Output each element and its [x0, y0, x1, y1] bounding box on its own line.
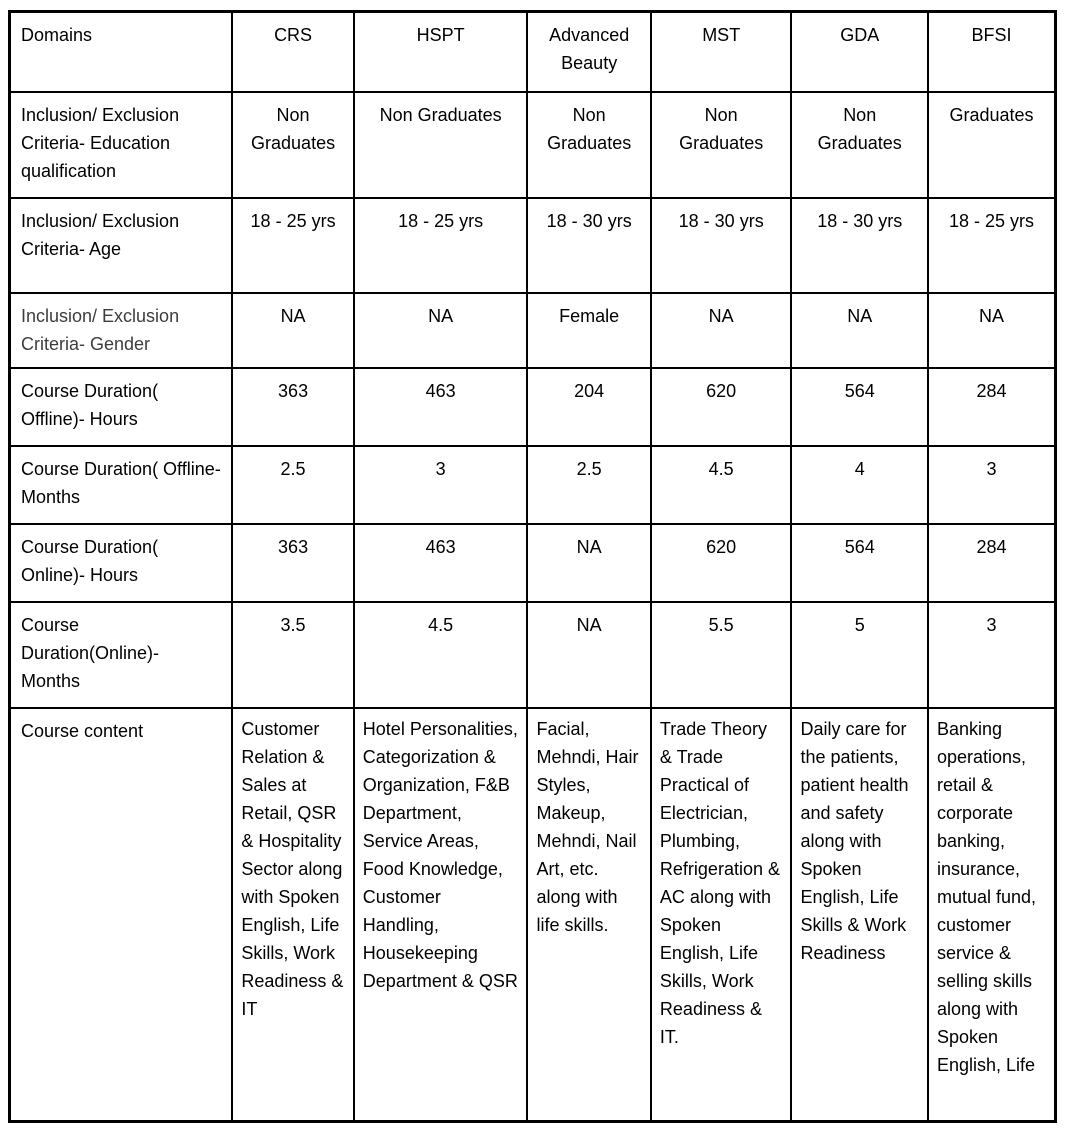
row-label: Inclusion/ Exclusion Criteria- Education qualification	[10, 92, 233, 198]
table-cell: 564	[791, 368, 928, 446]
header-row	[10, 12, 1056, 92]
table-body	[10, 92, 1056, 1122]
table-cell: 463	[354, 368, 528, 446]
row-label: Inclusion/ Exclusion Criteria- Gender	[10, 293, 233, 368]
table-cell: 18 - 30 yrs	[651, 198, 792, 293]
table-row	[10, 602, 1056, 708]
table-cell: 3	[354, 446, 528, 524]
table-row	[10, 524, 1056, 602]
table-row	[10, 293, 1056, 368]
table-cell: 5	[791, 602, 928, 708]
table-cell: Customer Relation & Sales at Retail, QSR & Hospitality Sector along with Spoken English, Life Skills, Work Readiness & IT	[232, 708, 353, 1122]
table-cell: 18 - 30 yrs	[527, 198, 650, 293]
table-cell: 2.5	[232, 446, 353, 524]
table-row	[10, 368, 1056, 446]
table-cell: NA	[527, 524, 650, 602]
table-cell: Graduates	[928, 92, 1056, 198]
row-label: Course Duration( Online)- Hours	[10, 524, 233, 602]
table-cell: 564	[791, 524, 928, 602]
row-label: Course Duration(Online)- Months	[10, 602, 233, 708]
table-cell: 18 - 30 yrs	[791, 198, 928, 293]
table-cell: Female	[527, 293, 650, 368]
table-cell: Trade Theory & Trade Practical of Electrician, Plumbing, Refrigeration & AC along with Spoken English, Life Skills, Work Readiness & IT.	[651, 708, 792, 1122]
column-header: MST	[651, 12, 792, 92]
table-cell: 363	[232, 524, 353, 602]
table-cell: 18 - 25 yrs	[928, 198, 1056, 293]
table-cell: 3.5	[232, 602, 353, 708]
table-cell: NA	[651, 293, 792, 368]
table-cell: Hotel Personalities, Categorization & Organization, F&B Department, Service Areas, Food Knowledge, Customer Handling, Housekeeping Department & QSR	[354, 708, 528, 1122]
table-cell: Non Graduates	[791, 92, 928, 198]
table-cell: Non Graduates	[232, 92, 353, 198]
column-header: BFSI	[928, 12, 1056, 92]
table-cell: 18 - 25 yrs	[232, 198, 353, 293]
table-cell: Non Graduates	[354, 92, 528, 198]
table-cell: NA	[928, 293, 1056, 368]
table-row	[10, 708, 1056, 1122]
table-cell: Non Graduates	[527, 92, 650, 198]
table-cell: NA	[527, 602, 650, 708]
table-cell: 5.5	[651, 602, 792, 708]
table-cell: 4	[791, 446, 928, 524]
table-cell: Daily care for the patients, patient health and safety along with Spoken English, Life Skills & Work Readiness	[791, 708, 928, 1122]
table-cell: 363	[232, 368, 353, 446]
row-label: Course Duration( Offline)- Hours	[10, 368, 233, 446]
table-row	[10, 446, 1056, 524]
table-cell: 284	[928, 524, 1056, 602]
table-cell: 463	[354, 524, 528, 602]
table-cell: 620	[651, 368, 792, 446]
table-header	[10, 12, 1056, 92]
table-cell: Banking operations, retail & corporate banking, insurance, mutual fund, customer service & selling skills along with Spoken English, Life	[928, 708, 1056, 1122]
row-label: Course content	[10, 708, 233, 1122]
table-cell: NA	[354, 293, 528, 368]
column-header-domains: Domains	[10, 12, 233, 92]
table-row	[10, 198, 1056, 293]
column-header: Advanced Beauty	[527, 12, 650, 92]
table-cell: Non Graduates	[651, 92, 792, 198]
column-header: HSPT	[354, 12, 528, 92]
row-label: Course Duration( Offline- Months	[10, 446, 233, 524]
table-cell: Facial, Mehndi, Hair Styles, Makeup, Mehndi, Nail Art, etc. along with life skills.	[527, 708, 650, 1122]
table-cell: 204	[527, 368, 650, 446]
table-cell: 284	[928, 368, 1056, 446]
table-cell: 3	[928, 602, 1056, 708]
table-cell: NA	[232, 293, 353, 368]
table-cell: 2.5	[527, 446, 650, 524]
table-cell: 4.5	[651, 446, 792, 524]
table-cell: 620	[651, 524, 792, 602]
table-cell: 4.5	[354, 602, 528, 708]
row-label: Inclusion/ Exclusion Criteria- Age	[10, 198, 233, 293]
table-cell: 18 - 25 yrs	[354, 198, 528, 293]
table-cell: 3	[928, 446, 1056, 524]
table-row	[10, 92, 1056, 198]
table-cell: NA	[791, 293, 928, 368]
column-header: GDA	[791, 12, 928, 92]
course-domains-table	[8, 10, 1057, 1123]
column-header: CRS	[232, 12, 353, 92]
